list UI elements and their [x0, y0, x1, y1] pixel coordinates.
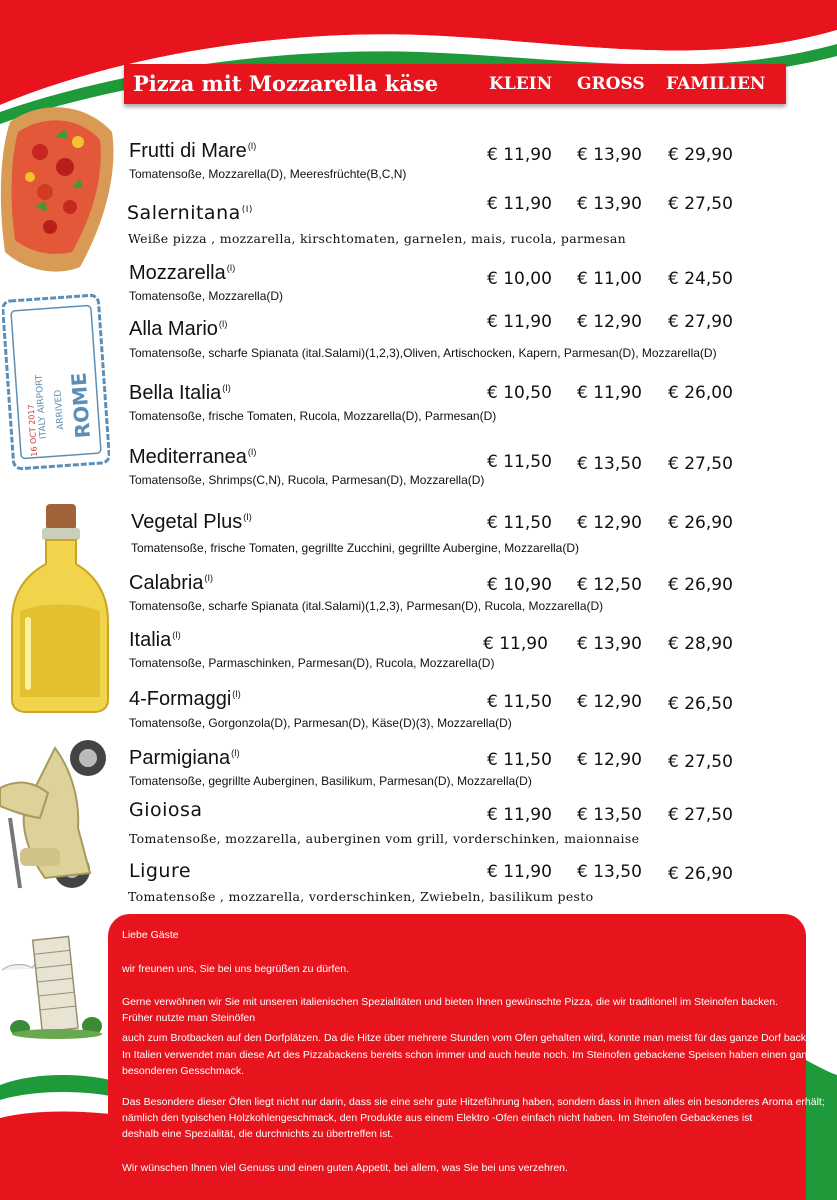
price-klein: € 11,90: [487, 312, 552, 332]
price-gross: € 13,50: [577, 862, 642, 882]
price-familien: € 26,00: [668, 383, 733, 403]
stamp-line2: ARRIVED: [53, 389, 67, 431]
item-name: Parmigiana$^{(I)}$: [129, 747, 240, 769]
rome-passport-stamp: [2, 290, 110, 475]
item-name: Alla Mario$^{(I)}$: [129, 318, 228, 340]
item-name: Vegetal Plus$^{(I)}$: [131, 511, 252, 533]
info-greeting: Liebe Gäste: [122, 929, 179, 941]
info-paragraph-2-line-1: Das Besondere dieser Öfen liegt nicht nur darin, dass sie eine sehr gute Hitzeführung haben, sondern dass in ihnen alles ein besonderes Aroma erhält;: [122, 1096, 825, 1108]
item-description: Tomatensoße, Mozzarella(D), Meeresfrüchte(B,C,N): [129, 167, 407, 181]
item-description: Tomatensoße, Shrimps(C,N), Rucola, Parmesan(D), Mozzarella(D): [129, 473, 485, 487]
price-gross: € 13,90: [577, 194, 642, 214]
info-paragraph-1-line-4: In Italien verwendet man diese Art des Pizzabackens bereits schon immer und auch heute noch. Im Steinofen gebackene Speisen haben einen ganz: [122, 1049, 813, 1061]
bruschetta-illustration: [0, 92, 118, 277]
price-gross: € 12,90: [577, 312, 642, 332]
item-name: Frutti di Mare$^{(I)}$: [129, 140, 257, 162]
info-paragraph-2-line-3: deshalb eine Spezialität, die durchnichts zu übertreffen ist.: [122, 1128, 394, 1140]
menu-header-bar: [124, 64, 786, 104]
price-familien: € 26,90: [668, 513, 733, 533]
price-familien: € 26,90: [668, 575, 733, 595]
price-familien: € 26,50: [668, 694, 733, 714]
info-paragraph-1-line-3: auch zum Brotbacken auf den Dorfplätzen. Da die Hitze über mehrere Stunden vom Ofen gehalten wird, konnte man meist für das ganze Dorf backen.: [122, 1032, 821, 1044]
column-header-familien: FAMILIEN: [666, 74, 766, 94]
info-closing: Wir wünschen Ihnen viel Genuss und einen guten Appetit, bei allem, was Sie bei uns verzehren.: [122, 1162, 568, 1174]
price-klein: € 10,00: [487, 269, 552, 289]
item-description: Tomatensoße, mozzarella, auberginen vom grill, vorderschinken, maionnaise: [129, 831, 640, 846]
item-name: Bella Italia$^{(I)}$: [129, 382, 231, 404]
price-klein: € 10,90: [487, 575, 552, 595]
price-klein: € 10,50: [487, 383, 552, 403]
price-klein: € 11,50: [487, 750, 552, 770]
item-name: Gioiosa: [129, 799, 203, 821]
stamp-line1: ITALY AIRPORT: [34, 374, 49, 440]
price-klein: € 11,50: [487, 513, 552, 533]
item-name: 4-Formaggi$^{(I)}$: [129, 688, 241, 710]
price-familien: € 24,50: [668, 269, 733, 289]
item-name: Italia$^{(I)}$: [129, 629, 181, 651]
price-familien: € 27,50: [668, 752, 733, 772]
price-gross: € 13,90: [577, 634, 642, 654]
price-familien: € 28,90: [668, 634, 733, 654]
item-description: Tomatensoße, gegrillte Auberginen, Basilikum, Parmesan(D), Mozzarella(D): [129, 774, 532, 788]
stamp-date: 16 OCT 2017: [26, 404, 40, 457]
menu-section-title: Pizza mit Mozzarella käse: [133, 71, 439, 96]
price-gross: € 12,90: [577, 692, 642, 712]
vespa-scooter-illustration: [0, 738, 112, 890]
price-klein: € 11,90: [487, 194, 552, 214]
price-gross: € 12,90: [577, 513, 642, 533]
price-gross: € 12,90: [577, 750, 642, 770]
price-familien: € 29,90: [668, 145, 733, 165]
price-familien: € 27,50: [668, 194, 733, 214]
item-description: Tomatensoße, frische Tomaten, Rucola, Mozzarella(D), Parmesan(D): [129, 409, 497, 423]
item-name: Salernitana$^{(I)}$: [127, 202, 253, 224]
price-gross: € 11,00: [577, 269, 642, 289]
info-welcome: wir freunen uns, Sie bei uns begrüßen zu dürfen.: [122, 963, 350, 975]
price-familien: € 27,50: [668, 454, 733, 474]
price-klein: € 11,90: [483, 634, 548, 654]
price-gross: € 13,90: [577, 145, 642, 165]
item-description: Tomatensoße, Mozzarella(D): [129, 289, 284, 303]
price-familien: € 26,90: [668, 864, 733, 884]
price-klein: € 11,90: [487, 805, 552, 825]
item-name: Calabria$^{(I)}$: [129, 572, 213, 594]
item-name: Mediterranea$^{(I)}$: [129, 446, 257, 468]
info-paragraph-2-line-2: nämlich den typischen Holzkohlengeschmack, den Produkte aus einem Elektro -Ofen einfach nicht haben. Im Steinofen Gebackenes ist: [122, 1112, 753, 1124]
item-description: Tomatensoße, frische Tomaten, gegrillte Zucchini, gegrillte Aubergine, Mozzarella(D): [131, 541, 579, 555]
item-description: Tomatensoße, scharfe Spianata (ital.Salami)(1,2,3),Oliven, Artischocken, Kapern, Parmesan(D), Mozzarella(D): [129, 346, 717, 360]
info-paragraph-1-line-1: Gerne verwöhnen wir Sie mit unseren italienischen Spezialitäten und bieten Ihnen gewünschte Pizza, die wir traditionell im Steinofen backen.: [122, 996, 779, 1008]
item-description: Tomatensoße, scharfe Spianata (ital.Salami)(1,2,3), Parmesan(D), Rucola, Mozzarella(D): [129, 599, 604, 613]
item-description: Tomatensoße, Gorgonzola(D), Parmesan(D), Käse(D)(3), Mozzarella(D): [129, 716, 512, 730]
guest-info-box: [108, 914, 825, 1200]
column-header-gross: GROSS: [577, 74, 645, 94]
item-description: Weiße pizza , mozzarella, kirschtomaten, garnelen, mais, rucola, parmesan: [128, 231, 626, 246]
stamp-city: ROME: [66, 371, 95, 440]
column-header-klein: KLEIN: [489, 74, 553, 94]
price-klein: € 11,50: [487, 692, 552, 712]
price-familien: € 27,90: [668, 312, 733, 332]
price-gross: € 11,90: [577, 383, 642, 403]
price-familien: € 27,50: [668, 805, 733, 825]
info-paragraph-1-line-2: Früher nutzte man Steinöfen: [122, 1012, 256, 1024]
price-gross: € 12,50: [577, 575, 642, 595]
leaning-tower-illustration: [2, 930, 108, 1040]
item-description: Tomatensoße , mozzarella, vorderschinken, Zwiebeln, basilikum pesto: [128, 889, 594, 904]
item-description: Tomatensoße, Parmaschinken, Parmesan(D), Rucola, Mozzarella(D): [129, 656, 495, 670]
item-name: Mozzarella$^{(I)}$: [129, 262, 236, 284]
price-gross: € 13,50: [577, 805, 642, 825]
price-gross: € 13,50: [577, 454, 642, 474]
olive-oil-bottle-illustration: [8, 502, 113, 714]
price-klein: € 11,50: [487, 452, 552, 472]
price-klein: € 11,90: [487, 145, 552, 165]
info-paragraph-1-line-5: besonderen Gesschmack.: [122, 1065, 244, 1077]
item-name: Ligure: [129, 860, 192, 882]
price-klein: € 11,90: [487, 862, 552, 882]
